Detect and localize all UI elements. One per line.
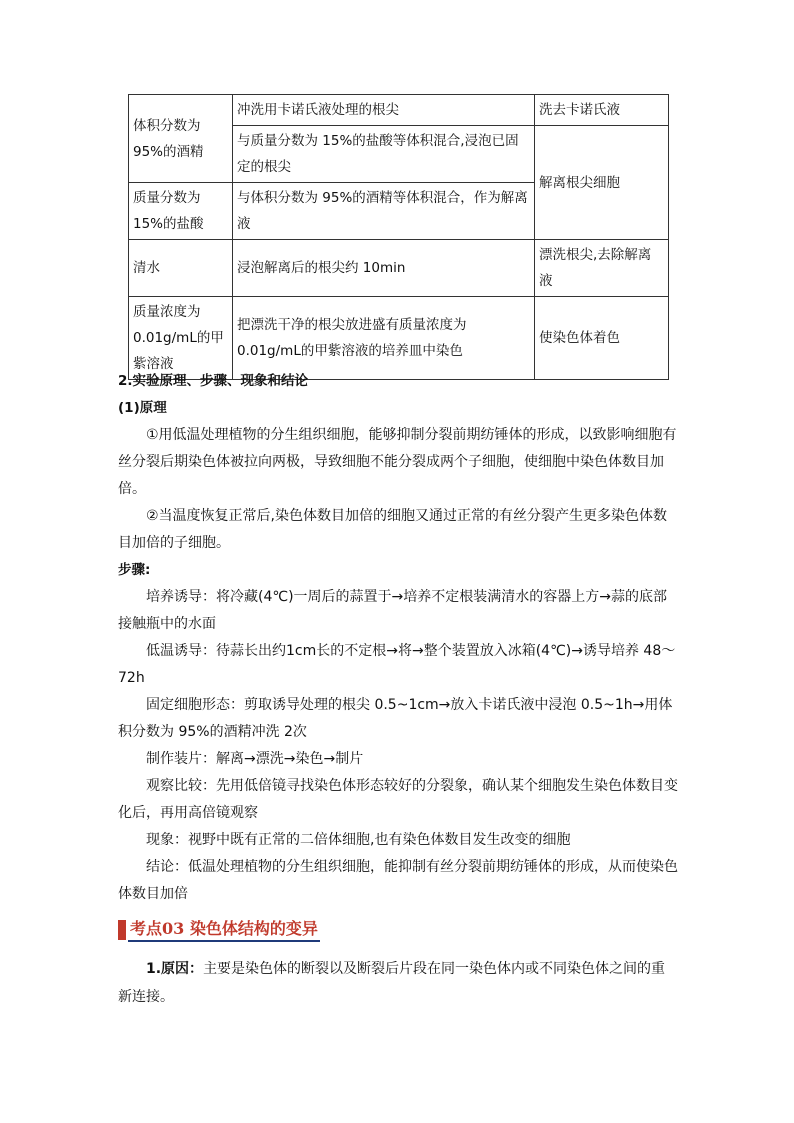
table-row <box>129 240 669 297</box>
principle-heading: (1)原理 <box>118 400 167 416</box>
section-title: 考点03 染色体结构的变异 <box>128 918 320 942</box>
use-cell: 与质量分数为 15%的盐酸等体积混合,浸泡已固定的根尖 <box>233 126 535 183</box>
reagent-table <box>128 94 669 380</box>
cause-label: 1.原因： <box>146 961 204 977</box>
purpose-cell: 解离根尖细胞 <box>535 126 669 240</box>
reagent-cell: 质量分数为15%的盐酸 <box>129 183 233 240</box>
step-paragraph: 结论：低温处理植物的分生组织细胞，能抑制有丝分裂前期纺锤体的形成，从而使染色体数目加倍 <box>118 859 678 902</box>
table-row <box>129 95 669 126</box>
step-paragraph: 低温诱导：待蒜长出约1cm长的不定根→将→整个装置放入冰箱(4℃)→诱导培养 48～72h <box>118 643 676 686</box>
use-cell: 浸泡解离后的根尖约 10min <box>233 240 535 297</box>
section-marker <box>118 920 126 940</box>
experiment-section <box>118 368 678 908</box>
step-paragraph: 现象：视野中既有正常的二倍体细胞,也有染色体数目发生改变的细胞 <box>146 832 571 848</box>
reagent-cell: 体积分数为95%的酒精 <box>129 95 233 183</box>
principle-paragraph: ①用低温处理植物的分生组织细胞，能够抑制分裂前期纺锤体的形成，以致影响细胞有丝分裂后期染色体被拉向两极，导致细胞不能分裂成两个子细胞，使细胞中染色体数目加倍。 <box>118 427 677 497</box>
step-paragraph: 固定细胞形态：剪取诱导处理的根尖 0.5~1cm→放入卡诺氏液中浸泡 0.5~1h→用体积分数为 95%的酒精冲洗 2次 <box>118 697 673 740</box>
section-heading: 2.实验原理、步骤、现象和结论 <box>118 373 309 389</box>
use-cell: 冲洗用卡诺氏液处理的根尖 <box>233 95 535 126</box>
reagent-cell: 质量浓度为0.01g/mL的甲紫溶液 <box>129 297 233 380</box>
section-title-block <box>118 918 320 942</box>
use-cell: 与体积分数为 95%的酒精等体积混合，作为解离液 <box>233 183 535 240</box>
purpose-cell: 漂洗根尖,去除解离液 <box>535 240 669 297</box>
reagent-cell: 清水 <box>129 240 233 297</box>
purpose-cell: 使染色体着色 <box>535 297 669 380</box>
cause-paragraph <box>118 955 678 1011</box>
principle-paragraph: ②当温度恢复正常后,染色体数目加倍的细胞又通过正常的有丝分裂产生更多染色体数目加倍的子细胞。 <box>118 508 667 551</box>
steps-heading: 步骤: <box>118 562 151 578</box>
use-cell: 把漂洗干净的根尖放进盛有质量浓度为 0.01g/mL的甲紫溶液的培养皿中染色 <box>233 297 535 380</box>
purpose-cell: 洗去卡诺氏液 <box>535 95 669 126</box>
step-paragraph: 制作装片：解离→漂洗→染色→制片 <box>146 751 364 767</box>
step-paragraph: 观察比较：先用低倍镜寻找染色体形态较好的分裂象，确认某个细胞发生染色体数目变化后，再用高倍镜观察 <box>118 778 678 821</box>
cause-text: 主要是染色体的断裂以及断裂后片段在同一染色体内或不同染色体之间的重新连接。 <box>118 961 666 1005</box>
step-paragraph: 培养诱导：将冷藏(4℃)一周后的蒜置于→培养不定根装满清水的容器上方→蒜的底部接触瓶中的水面 <box>118 589 668 632</box>
